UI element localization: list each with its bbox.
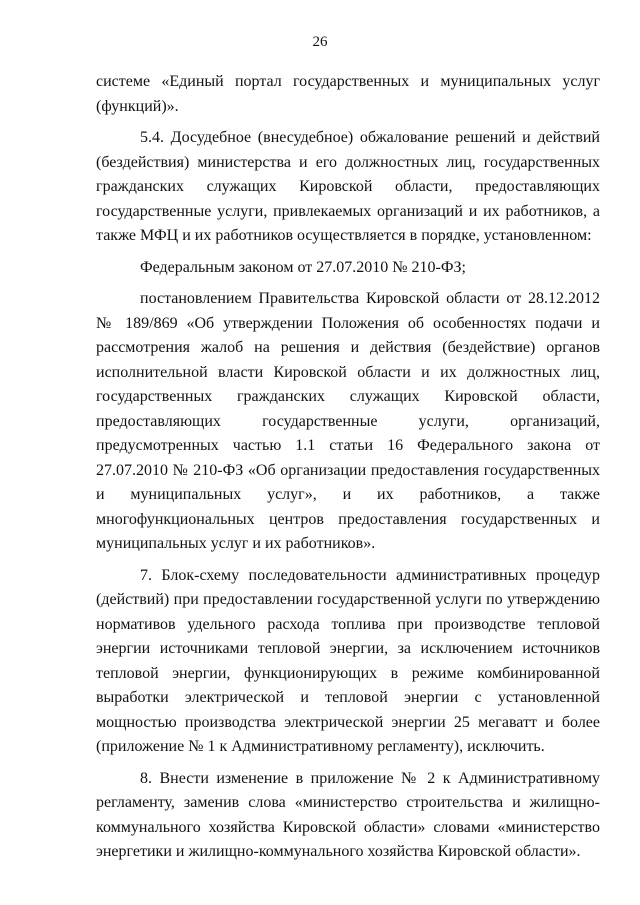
paragraph-government-resolution: постановлением Правительства Кировской области от 28.12.2012 № 189/869 «Об утверждении Положения об особенностях подачи и рассмотрения жалоб на решения и действия (бездействие) органов исполнительной власти Кировской области и их должностных лиц, государственных гражданских служащих Кировской области, предоставляющих государственные услуги, организаций, предусмотренных частью 1.1 статьи 16 Федерального закона от 27.07.2010 № 210-ФЗ «Об организации предоставления государственных и муниципальных услуг», и их работников, а также многофункциональных центров предоставления государственных и муниципальных услуг и их работников». — [96, 290, 600, 552]
paragraph-5-4: 5.4. Досудебное (внесудебное) обжалование решений и действий (бездействия) министерства и его должностных лиц, государственных гражданских служащих Кировской области, предоставляющих государственные услуги, привлекаемых организаций и их работников, а также МФЦ и их работников осуществляется в порядке, установленном: — [96, 129, 600, 244]
document-body — [96, 70, 600, 865]
page-number: 26 — [312, 34, 328, 50]
paragraph-7: 7. Блок-схему последовательности административных процедур (действий) при предоставлении государственной услуги по утверждению нормативов удельного расхода топлива при производстве тепловой энергии источниками тепловой энергии, за исключением источников тепловой энергии, функционирующих в режиме комбинированной выработки электрической и тепловой энергии с установленной мощностью производства электрической энергии 25 мегаватт и более (приложение № 1 к Административному регламенту), исключить. — [96, 566, 600, 755]
paragraph-portal-continuation: системе «Единый портал государственных и муниципальных услуг (функций)». — [96, 73, 600, 115]
paragraph-federal-law: Федеральным законом от 27.07.2010 № 210-ФЗ; — [140, 258, 466, 276]
paragraph-8: 8. Внести изменение в приложение № 2 к Административному регламенту, заменив слова «министерство строительства и жилищно-коммунального хозяйства Кировской области» словами «министерство энергетики и жилищно-коммунального хозяйства Кировской области». — [96, 769, 600, 860]
